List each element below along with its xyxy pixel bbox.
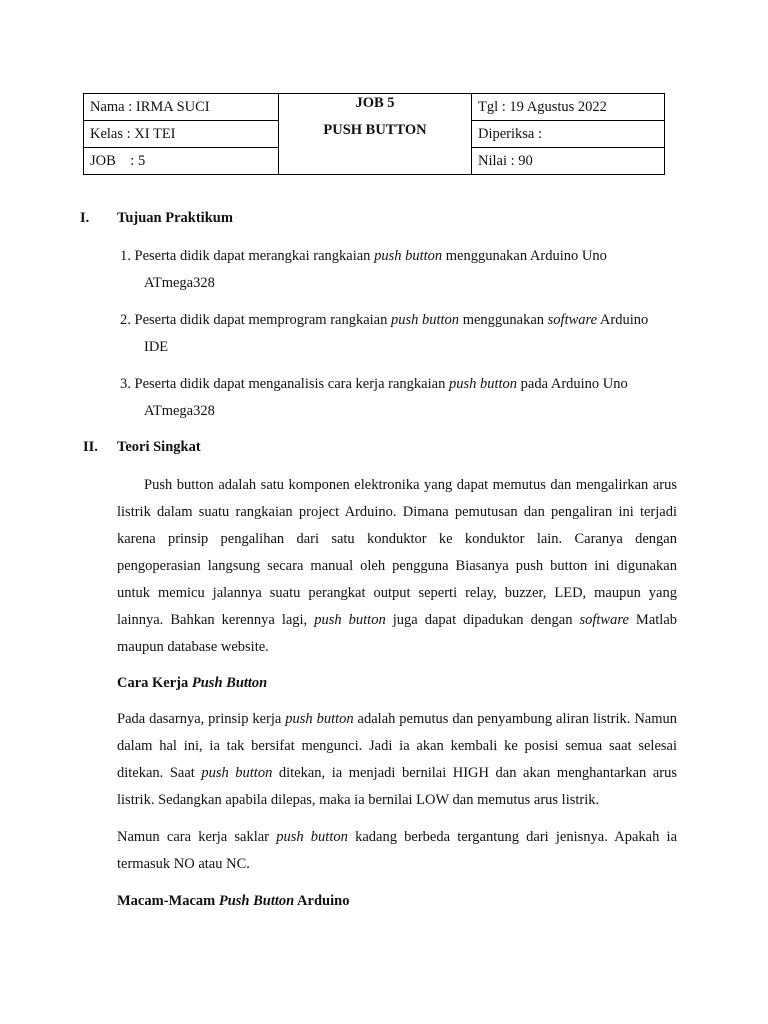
subhead-text: Cara Kerja [117, 675, 192, 691]
para-text: kadang berbeda tergantung dari jenisnya. Apakah ia termasuk NO atau NC. [117, 829, 678, 872]
para-emphasis: software [579, 612, 629, 628]
item-text: Peserta didik dapat memprogram rangkaian [134, 312, 391, 328]
item-text: Peserta didik dapat menganalisis cara kerja rangkaian [134, 376, 449, 392]
job-subtitle: PUSH BUTTON [323, 122, 427, 138]
paragraph-jenis [117, 824, 677, 878]
item-text: menggunakan Arduino Uno [442, 248, 607, 264]
item-text: menggunakan [459, 312, 548, 328]
item-continuation: IDE [144, 339, 169, 355]
subheading-macam [117, 893, 349, 910]
job-title: JOB 5 [355, 95, 395, 111]
job-cell: JOB : 5 [84, 148, 279, 175]
kelas-cell: Kelas : XI TEI [84, 121, 279, 148]
section2-numeral: II. [83, 439, 98, 455]
section1-title: Tujuan Praktikum [117, 210, 233, 226]
subheading-cara-kerja [117, 675, 267, 692]
item-emphasis: push button [374, 248, 443, 264]
subhead-emphasis: Push Button [191, 675, 268, 691]
para-emphasis: push button [201, 765, 273, 781]
nama-cell: Nama : IRMA SUCI [84, 94, 279, 121]
item-number: 1. [120, 248, 131, 264]
para-text: Namun cara kerja saklar [117, 829, 277, 845]
job-title-cell [279, 94, 472, 175]
para-emphasis: push button [314, 612, 386, 628]
item-text: pada Arduino Uno [517, 376, 628, 392]
para-text: adalah pemutus dan penyambung aliran listrik. Namun dalam hal ini, ia tak bersifat mengunci. Jadi ia akan kembali ke posisi semua saat selesai ditekan. Saat [117, 711, 678, 781]
item-text: Arduino [597, 312, 649, 328]
list-item [120, 371, 680, 425]
section1-numeral: I. [80, 210, 90, 226]
header-table [83, 93, 665, 175]
paragraph-teori [117, 472, 677, 661]
subhead-text: Arduino [294, 893, 350, 909]
para-emphasis: push button [285, 711, 354, 727]
nilai-cell: Nilai : 90 [472, 148, 665, 175]
tgl-cell: Tgl : 19 Agustus 2022 [472, 94, 665, 121]
para-text: Pada dasarnya, prinsip kerja [117, 711, 286, 727]
subhead-text: Macam-Macam [117, 893, 219, 909]
item-emphasis: software [547, 312, 598, 328]
section2-title: Teori Singkat [117, 439, 201, 455]
item-continuation: ATmega328 [144, 403, 215, 419]
item-number: 2. [120, 312, 131, 328]
para-text: Push button adalah satu komponen elektronika yang dapat memutus dan mengalirkan arus listrik dalam suatu rangkaian project Arduino. Dimana pemutusan dan pengaliran ini terjadi karena prinsip pengalihan dari satu konduktor ke konduktor lain. Caranya dengan pengoperasian langsung secara manual oleh pengguna Biasanya push button ini digunakan untuk memicu jalannya suatu perangkat output seperti relay, buzzer, LED, maupun yang lainnya. Bahkan kerennya lagi, [117, 477, 677, 628]
para-emphasis: push button [276, 829, 348, 845]
item-emphasis: push button [390, 312, 460, 328]
diperiksa-cell: Diperiksa : [472, 121, 665, 148]
list-item [120, 243, 680, 297]
para-text: Matlab maupun database website. [117, 612, 678, 655]
subhead-emphasis: Push Button [218, 893, 295, 909]
item-number: 3. [120, 376, 131, 392]
para-text: juga dapat dipadukan dengan [385, 612, 580, 628]
item-text: Peserta didik dapat merangkai rangkaian [134, 248, 375, 264]
item-emphasis: push button [448, 376, 518, 392]
paragraph-cara-kerja [117, 706, 677, 814]
para-text: ditekan, ia menjadi bernilai HIGH dan akan menghantarkan arus listrik. Sedangkan apabila dilepas, maka ia bernilai LOW dan memutus arus listrik. [117, 765, 677, 808]
list-item [120, 307, 680, 361]
item-continuation: ATmega328 [144, 275, 215, 291]
